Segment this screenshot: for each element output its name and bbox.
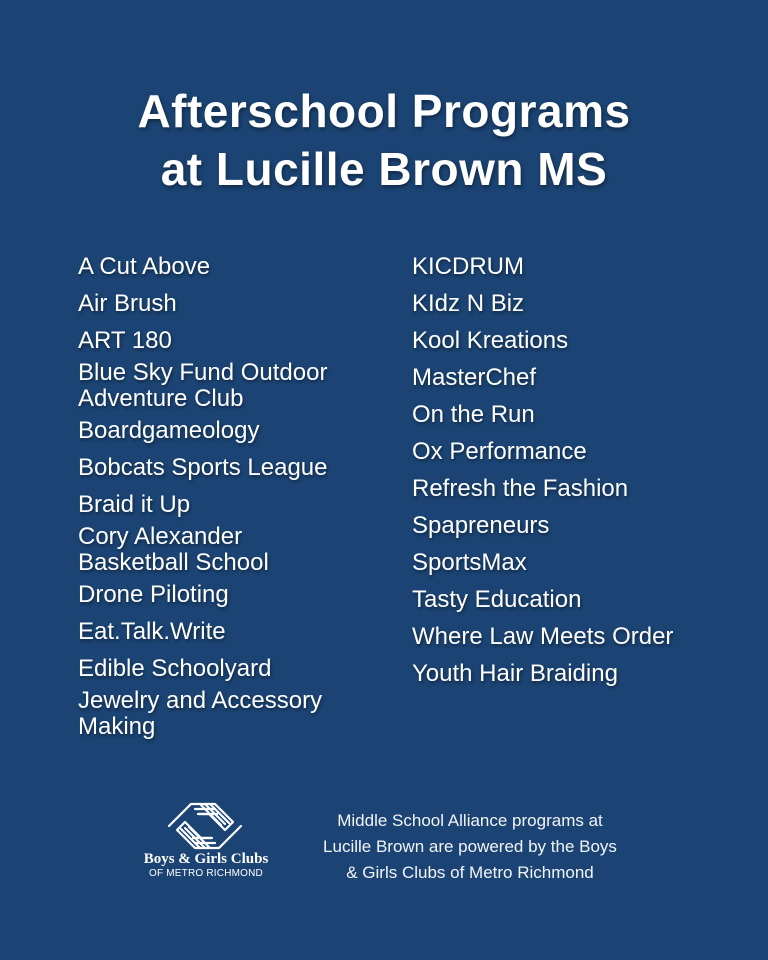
program-item: ART 180 — [78, 327, 172, 354]
program-item: Bobcats Sports League — [78, 454, 328, 481]
title-line-2: at Lucille Brown MS — [160, 143, 608, 195]
program-item: Tasty Education — [412, 586, 582, 613]
program-item: Refresh the Fashion — [412, 475, 629, 502]
program-item: Youth Hair Braiding — [412, 660, 618, 687]
program-item: Ox Performance — [412, 438, 587, 465]
logo-name: Boys & Girls Clubs — [143, 851, 269, 867]
program-item: SportsMax — [412, 549, 527, 576]
program-item: Blue Sky Fund Outdoor Adventure Club — [78, 359, 328, 412]
program-item: Boardgameology — [78, 417, 260, 444]
program-item: Eat.Talk.Write — [78, 618, 226, 645]
program-item: Air Brush — [78, 290, 177, 317]
page-title — [0, 82, 768, 198]
program-item: MasterChef — [412, 364, 537, 391]
title-line-1: Afterschool Programs — [137, 85, 631, 137]
program-item: Edible Schoolyard — [78, 655, 272, 682]
footer-note — [296, 808, 644, 886]
program-item: Where Law Meets Order — [412, 623, 674, 650]
program-item: KIdz N Biz — [412, 290, 525, 317]
program-item: On the Run — [412, 401, 535, 428]
footer-line-2: Lucille Brown are powered by the Boys — [323, 837, 617, 856]
program-item: Drone Piloting — [78, 581, 229, 608]
program-item: Kool Kreations — [412, 327, 569, 354]
program-item: Cory Alexander Basketball School — [78, 523, 269, 576]
program-item: Spapreneurs — [412, 512, 550, 539]
boys-girls-clubs-logo — [128, 800, 284, 884]
program-item: Jewelry and Accessory Making — [78, 687, 323, 740]
program-item: Braid it Up — [78, 491, 191, 518]
program-item: KICDRUM — [412, 253, 524, 280]
footer-line-1: Middle School Alliance programs at — [337, 811, 603, 830]
handshake-icon — [165, 800, 245, 852]
footer-line-3: & Girls Clubs of Metro Richmond — [346, 863, 594, 882]
logo-subtitle: OF METRO RICHMOND — [149, 868, 263, 879]
program-item: A Cut Above — [78, 253, 211, 280]
